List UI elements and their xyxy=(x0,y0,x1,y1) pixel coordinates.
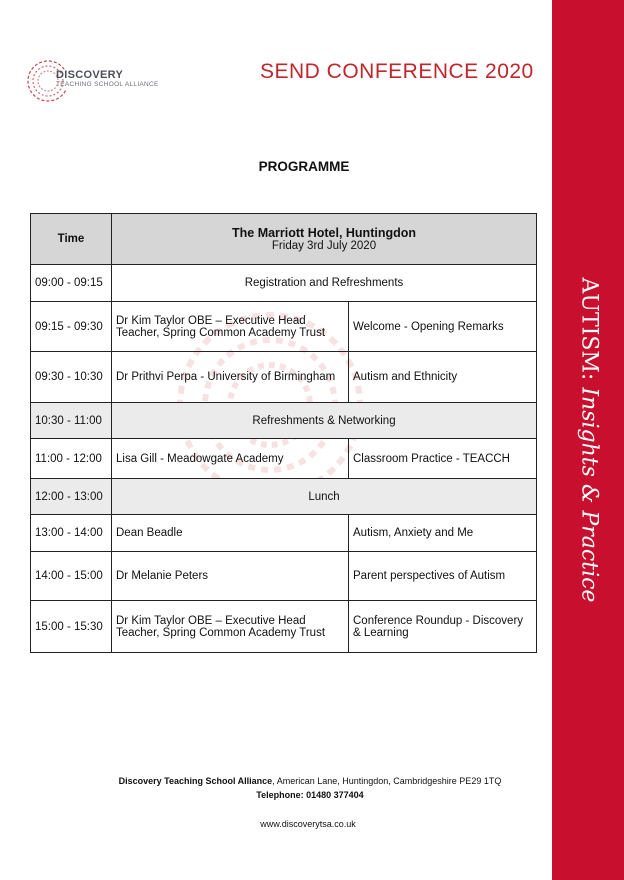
venue-name: The Marriott Hotel, Huntingdon xyxy=(232,226,417,240)
venue-date: Friday 3rd July 2020 xyxy=(271,240,377,252)
conference-title: SEND CONFERENCE 2020 xyxy=(260,60,534,83)
row-time: 10:30 - 11:00 xyxy=(31,403,112,439)
row-event: Registration and Refreshments xyxy=(112,265,537,302)
sidebar-title-italic: Insights & Practice xyxy=(576,387,602,603)
row-session: Welcome - Opening Remarks xyxy=(349,302,537,352)
table-row xyxy=(31,601,537,653)
logo xyxy=(26,48,186,114)
table-row xyxy=(31,352,537,403)
row-speaker: Dean Beadle xyxy=(112,515,349,552)
row-session: Conference Roundup - Discovery & Learning xyxy=(349,601,537,653)
logo-subtitle: TEACHING SCHOOL ALLIANCE xyxy=(56,81,159,88)
row-event: Refreshments & Networking xyxy=(112,403,537,439)
row-speaker: Dr Prithvi Perpa - University of Birmingham xyxy=(112,352,349,403)
footer-phone: Telephone: 01480 377404 xyxy=(256,790,364,800)
row-session: Classroom Practice - TEACCH xyxy=(349,439,537,479)
sidebar-title-plain: AUTISM: xyxy=(576,277,602,388)
footer-address-text: , American Lane, Huntingdon, Cambridgeshire PE29 1TQ xyxy=(272,776,502,786)
table-row xyxy=(31,479,537,515)
table-header-row xyxy=(31,214,537,265)
table-row xyxy=(31,403,537,439)
row-speaker: Dr Kim Taylor OBE – Executive Head Teacher, Spring Common Academy Trust xyxy=(112,302,349,352)
row-speaker: Dr Melanie Peters xyxy=(112,552,349,601)
row-session: Autism and Ethnicity xyxy=(349,352,537,403)
logo-name: DISCOVERY xyxy=(56,69,124,81)
table-row xyxy=(31,552,537,601)
row-time: 14:00 - 15:00 xyxy=(31,552,112,601)
row-time: 09:15 - 09:30 xyxy=(31,302,112,352)
row-time: 09:30 - 10:30 xyxy=(31,352,112,403)
footer-address xyxy=(0,776,620,786)
row-event: Lunch xyxy=(112,479,537,515)
row-speaker: Lisa Gill - Meadowgate Academy xyxy=(112,439,349,479)
programme-heading: PROGRAMME xyxy=(258,159,350,174)
table-row xyxy=(31,439,537,479)
programme-table xyxy=(30,213,537,653)
row-time: 11:00 - 12:00 xyxy=(31,439,112,479)
table-row xyxy=(31,302,537,352)
sidebar-title xyxy=(577,278,602,603)
row-session: Autism, Anxiety and Me xyxy=(349,515,537,552)
row-speaker: Dr Kim Taylor OBE – Executive Head Teacher, Spring Common Academy Trust xyxy=(112,601,349,653)
row-time: 12:00 - 13:00 xyxy=(31,479,112,515)
row-time: 09:00 - 09:15 xyxy=(31,265,112,302)
footer-org: Discovery Teaching School Alliance xyxy=(118,776,273,786)
header-time: Time xyxy=(31,214,112,265)
sidebar-banner xyxy=(552,0,624,880)
row-time: 15:00 - 15:30 xyxy=(31,601,112,653)
header-venue xyxy=(112,214,537,265)
row-session: Parent perspectives of Autism xyxy=(349,552,537,601)
row-time: 13:00 - 14:00 xyxy=(31,515,112,552)
table-row xyxy=(31,515,537,552)
footer-website[interactable]: www.discoverytsa.co.uk xyxy=(260,819,356,829)
table-row xyxy=(31,265,537,302)
